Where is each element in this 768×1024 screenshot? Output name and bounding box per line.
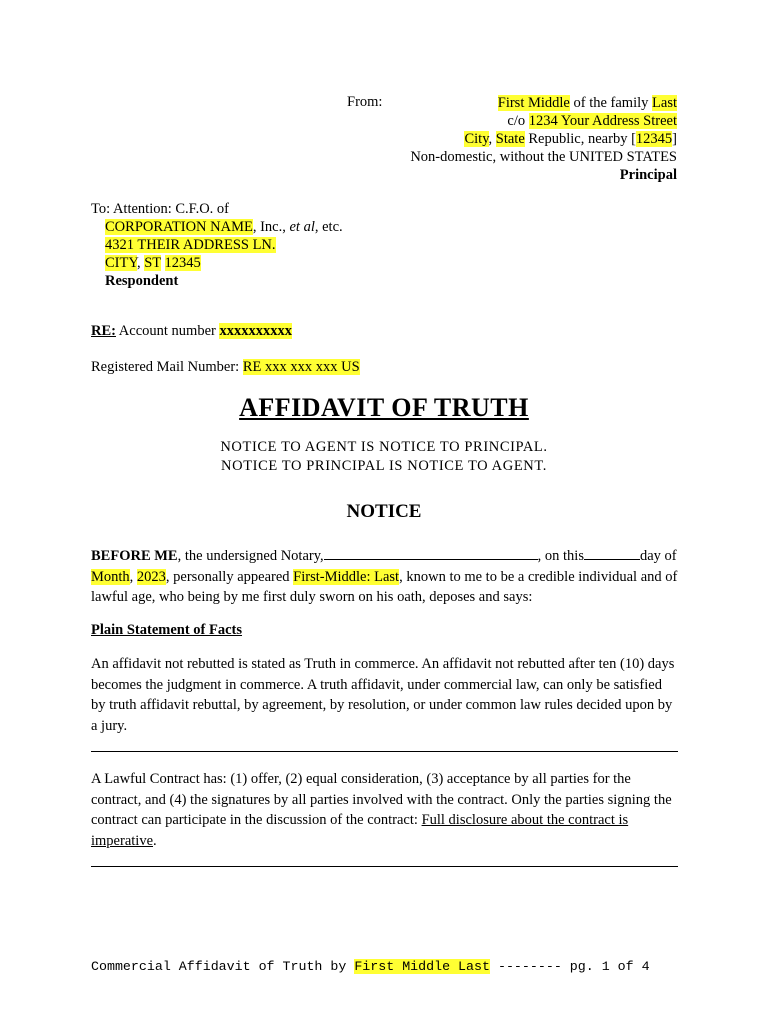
document-title: AFFIDAVIT OF TRUTH (239, 393, 529, 422)
before-me-paragraph (91, 546, 678, 608)
registered-mail-label: Registered Mail Number: (91, 359, 243, 375)
footer-name: First Middle Last (354, 959, 490, 974)
corp-suffix-etc: , etc. (314, 219, 343, 235)
republic-text: Republic, nearby [ (524, 131, 636, 147)
re-line (91, 323, 292, 340)
et-al: et al (289, 219, 315, 235)
page-footer (91, 959, 650, 974)
divider (91, 866, 678, 867)
appearing-name: First-Middle: Last (293, 568, 400, 585)
divider (91, 751, 678, 752)
affidavit-paragraph: An affidavit not rebutted is stated as Truth in commerce. An affidavit not rebutted after ten (10) days becomes the judgment in commerce. A truth affidavit, under commercial law, can only be satisfied by truth affidavit rebuttal, by agreement, by resolution, or under common law rules decided upon by a jury. (91, 656, 675, 734)
notary-text: , the undersigned Notary, (177, 548, 324, 564)
recipient-street-line (91, 236, 343, 254)
appeared-text: , personally appeared (165, 568, 294, 585)
plain-statement-heading: Plain Statement of Facts (91, 622, 243, 638)
contract-text: A Lawful Contract has: (1) offer, (2) equal consideration, (3) acceptance by all parties for the contract, and (4) the signatures by all parties involved with the contract. Only the parties signing the contract can participate in the discussion of the contract: (91, 771, 672, 828)
notary-blank[interactable] (324, 546, 538, 560)
corp-suffix: , Inc., (252, 219, 290, 235)
sender-city-line (410, 130, 677, 148)
recipient-city: CITY (105, 255, 137, 271)
day-of-text: day of (639, 548, 677, 564)
recipient-city-line (91, 254, 343, 272)
space (161, 255, 165, 271)
sender-street-line (410, 112, 677, 130)
comma: , (136, 255, 145, 271)
account-number-label: Account number (115, 323, 220, 339)
period: . (153, 832, 157, 849)
comma: , (129, 568, 137, 585)
page-number: -------- pg. 1 of 4 (489, 959, 650, 974)
sender-city: City (464, 131, 489, 147)
deposes-text: , known to me to be a credible individual and of lawful age, who being by me first duly sworn on his oath, deposes and says: (91, 568, 678, 605)
sender-state: State (495, 131, 525, 147)
recipient-street: 4321 THEIR ADDRESS LN. (105, 237, 276, 253)
notice-heading: NOTICE (346, 501, 422, 522)
respondent-label: Respondent (105, 273, 179, 289)
year-field: 2023 (136, 568, 166, 585)
notice-lines (0, 438, 768, 476)
sender-street: 1234 Your Address Street (528, 113, 677, 129)
full-disclosure-text: Full disclosure about the contract is imperative (91, 812, 629, 849)
sender-name-line (410, 94, 677, 112)
corporation-line (91, 218, 343, 236)
sender-address-block (410, 94, 677, 184)
on-this-text: , on this (537, 548, 584, 564)
sender-family-text: of the family (569, 95, 653, 111)
recipient-state: ST (144, 255, 161, 271)
before-me-label: BEFORE ME (91, 548, 178, 564)
recipient-address-block (91, 200, 343, 290)
sender-first-middle: First Middle (497, 95, 570, 111)
from-label: From: (347, 94, 383, 110)
comma: , (488, 131, 496, 147)
bracket-close: ] (672, 131, 677, 147)
notice-line: NOTICE TO PRINCIPAL IS NOTICE TO AGENT. (221, 458, 547, 474)
registered-mail-number: RE xxx xxx xxx US (242, 359, 360, 375)
sender-zip: 12345 (635, 131, 673, 147)
sender-last: Last (652, 95, 677, 111)
account-number: xxxxxxxxxx (219, 323, 292, 339)
attention-line: To: Attention: C.F.O. of (91, 201, 229, 217)
recipient-zip: 12345 (164, 255, 201, 271)
notice-line: NOTICE TO AGENT IS NOTICE TO PRINCIPAL. (220, 439, 548, 455)
principal-label: Principal (619, 167, 677, 183)
footer-prefix: Commercial Affidavit of Truth by (91, 959, 355, 974)
month-field: Month (91, 568, 130, 585)
corporation-name: CORPORATION NAME (105, 219, 253, 235)
non-domestic-line: Non-domestic, without the UNITED STATES (410, 149, 677, 165)
lawful-contract-paragraph (91, 769, 678, 851)
care-of-prefix: c/o (507, 113, 529, 129)
re-label: RE: (91, 323, 116, 339)
registered-mail-line (91, 359, 360, 376)
day-blank[interactable] (584, 546, 640, 560)
